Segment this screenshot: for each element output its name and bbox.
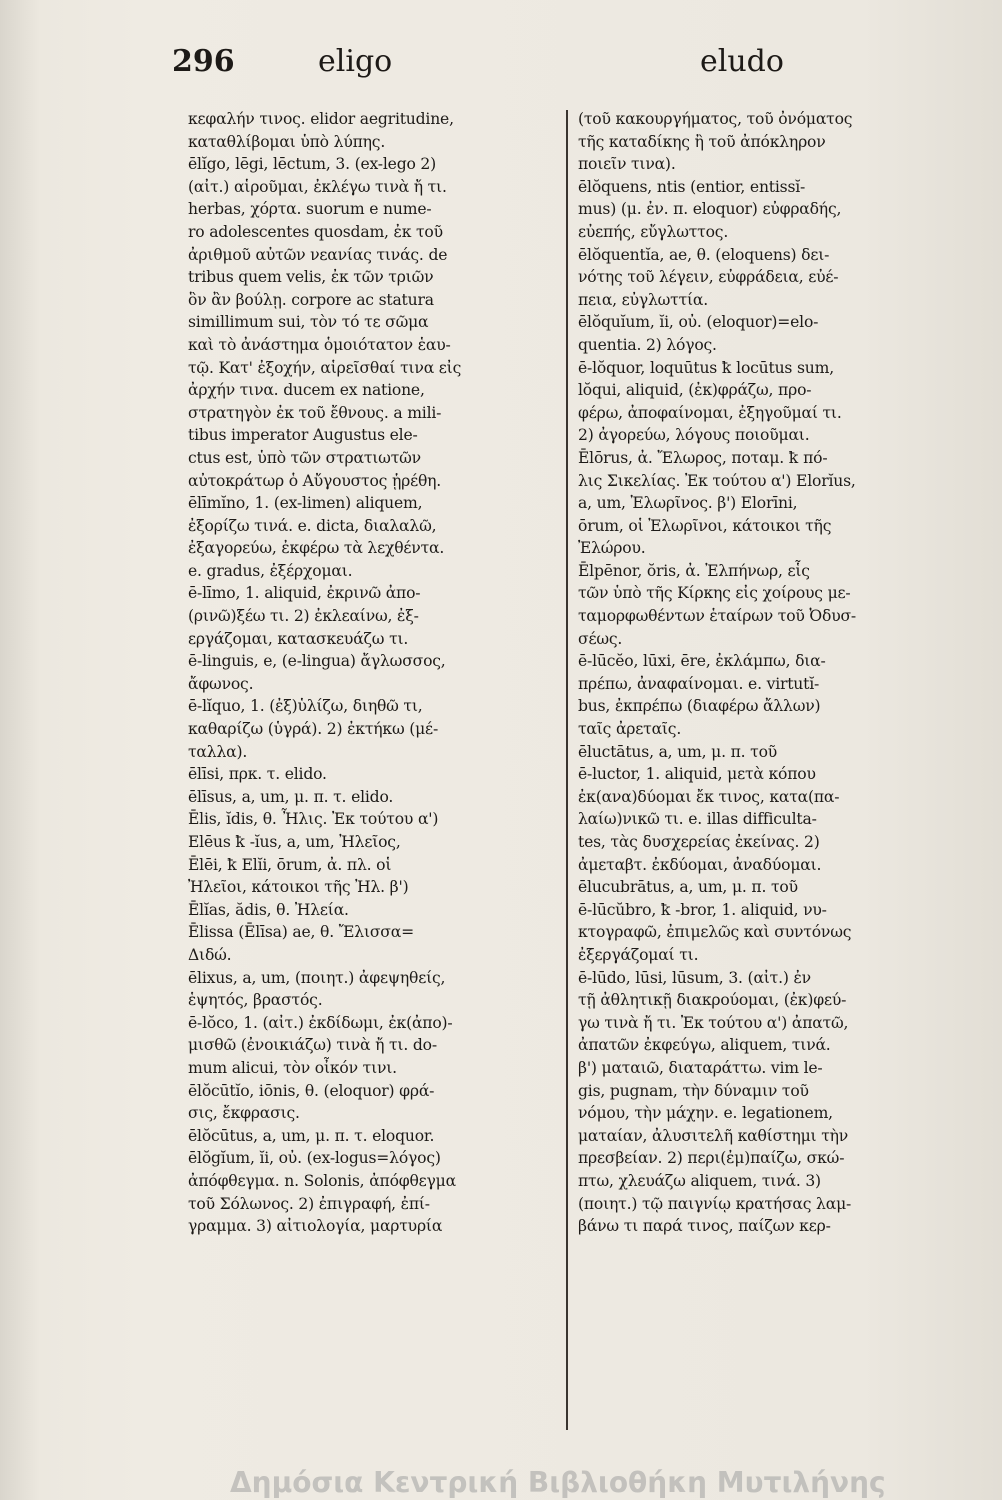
text-line: lŏqui, aliquid, (ἐκ)φράζω, προ- xyxy=(578,381,812,400)
text-line: (αἰτ.) αἱροῦμαι, ἐκλέγω τινὰ ἤ τι. xyxy=(188,177,447,196)
text-line: καὶ τὸ ἀνάστημα ὁμοιότατον ἑαυ- xyxy=(188,335,451,354)
text-line: 2) ἀγορεύω, λόγους ποιοῦμαι. xyxy=(578,426,810,445)
text-line: ctus est, ὑπὸ τῶν στρατιωτῶν xyxy=(188,448,421,467)
text-line: ματαίαν, ἀλυσιτελῆ καθίστημι τὴν xyxy=(578,1126,849,1145)
text-line: ἀμεταβτ. ἐκδύομαι, ἀναδύομαι. xyxy=(578,855,822,874)
text-line: πρέπω, ἀναφαίνομαι. e. virtutĭ- xyxy=(578,674,820,693)
text-line: ēlŏgĭum, ĭi, οὐ. (ex-logus=λόγος) xyxy=(188,1149,441,1168)
text-line: Ēlēi, ꝁ Elĭi, ōrum, ἀ. πλ. οἱ xyxy=(188,855,392,874)
text-line: ē-lūcĕo, lūxi, ēre, ἐκλάμπω, δια- xyxy=(578,652,826,671)
text-line: εὐεπής, εὔγλωττος. xyxy=(578,222,729,241)
text-line: simillimum sui, τὸν τό τε σῶμα xyxy=(188,313,429,332)
text-line: ēlŏquentĭa, ae, θ. (eloquens) δει- xyxy=(578,245,830,264)
text-line: ēlĭgo, lēgi, lēctum, 3. (ex-lego 2) xyxy=(188,155,437,174)
text-line: ēlŏquens, ntis (entior, entissĭ- xyxy=(578,177,806,196)
text-line: ἄφωνος. xyxy=(188,674,254,693)
text-line: ἑψητός, βραστός. xyxy=(188,991,323,1010)
text-line: πρεσβείαν. 2) περι(ἐμ)παίζω, σκώ- xyxy=(578,1149,845,1168)
text-line: Ἐλώρου. xyxy=(578,539,646,558)
text-line: σέως. xyxy=(578,629,623,648)
text-line: (ποιητ.) τῷ παιγνίῳ κρατήσας λαμ- xyxy=(578,1194,852,1213)
text-line: tibus imperator Augustus ele- xyxy=(188,426,418,445)
text-line: ē-līmo, 1. aliquid, ἐκρινῶ ἀπο- xyxy=(188,584,421,603)
text-line: τῆς καταδίκης ἢ τοῦ ἀπόκληρον xyxy=(578,132,826,151)
text-line: (τοῦ κακουργήματος, τοῦ ὀνόματος xyxy=(578,110,853,128)
text-line: ēlīmĭno, 1. (ex-limen) aliquem, xyxy=(188,494,423,513)
text-line: quentia. 2) λόγος. xyxy=(578,335,717,354)
text-line: ēlixus, a, um, (ποιητ.) ἀφεψηθείς, xyxy=(188,968,446,987)
text-line: γω τινὰ ἤ τι. Ἐκ τούτου α') ἀπατῶ, xyxy=(578,1013,849,1032)
text-line: ἐξαγορεύω, ἐκφέρω τὰ λεχθέντα. xyxy=(188,539,445,558)
text-line: στρατηγὸν ἐκ τοῦ ἔθνους. a mili- xyxy=(188,403,442,422)
text-line: ē-lĭquo, 1. (ἐξ)ὑλίζω, διηθῶ τι, xyxy=(188,697,423,716)
text-line: mum alicui, τὸν οἶκόν τινι. xyxy=(188,1058,397,1077)
text-line: ēlucubrātus, a, um, μ. π. τοῦ xyxy=(578,878,798,897)
text-line: πεια, εὐγλωττία. xyxy=(578,290,709,309)
text-line: mus) (μ. ἐν. π. eloquor) εὐφραδής, xyxy=(578,200,842,219)
text-line: λις Σικελίας. Ἐκ τούτου α') Elorĭus, xyxy=(578,471,856,490)
text-line: μισθῶ (ἐνοικιάζω) τινὰ ἤ τι. do- xyxy=(188,1036,437,1055)
page-number: 296 xyxy=(172,44,235,79)
text-line: ē-linguis, e, (e-lingua) ἄγλωσσος, xyxy=(188,652,446,671)
text-line: β') ματαιῶ, διαταράττω. vim le- xyxy=(578,1058,823,1077)
text-line: ē-lŏco, 1. (αἰτ.) ἐκδίδωμι, ἐκ(ἀπο)- xyxy=(188,1013,453,1032)
text-line: ēlīsi, πρκ. τ. elido. xyxy=(188,765,327,784)
text-line: ēlŏquĭum, ĭi, οὐ. (eloquor)=elo- xyxy=(578,313,819,332)
library-watermark: Δημόσια Κεντρική Βιβλιοθήκη Μυτιλήνης xyxy=(230,1466,886,1499)
text-line: Ἠλεῖοι, κάτοικοι τῆς Ἠλ. β') xyxy=(188,878,409,897)
right-guide-word: eludo xyxy=(700,44,784,79)
text-line: ὃν ἂν βούλῃ. corpore ac statura xyxy=(188,290,434,309)
text-line: ποιεῖν τινα). xyxy=(578,155,676,174)
text-line: gis, pugnam, τὴν δύναμιν τοῦ xyxy=(578,1081,809,1100)
text-line: κτογραφῶ, ἐπιμελῶς καὶ συντόνως xyxy=(578,923,852,942)
text-line: τῶν ὑπὸ τῆς Κίρκης εἰς χοίρους με- xyxy=(578,584,851,603)
text-line: ἐξεργάζομαί τι. xyxy=(578,945,699,964)
text-line: a, um, Ἐλωρῖνος. β') Elorīni, xyxy=(578,494,798,513)
text-line: νόμου, τὴν μάχην. e. legationem, xyxy=(578,1104,833,1123)
text-line: bus, ἐκπρέπω (διαφέρω ἄλλων) xyxy=(578,697,821,716)
text-line: γραμμα. 3) αἰτιολογία, μαρτυρία xyxy=(188,1217,443,1236)
text-line: σις, ἔκφρασις. xyxy=(188,1104,300,1123)
text-line: νότης τοῦ λέγειν, εὐφράδεια, εὐέ- xyxy=(578,268,839,287)
text-line: ēluctātus, a, um, μ. π. τοῦ xyxy=(578,742,778,761)
text-line: ἐξορίζω τινά. e. dicta, διαλαλῶ, xyxy=(188,516,437,535)
text-line: βάνω τι παρά τινος, παίζων κερ- xyxy=(578,1217,831,1236)
text-line: herbas, χόρτα. suorum e nume- xyxy=(188,200,432,219)
text-line: τοῦ Σόλωνος. 2) ἐπιγραφή, ἐπί- xyxy=(188,1194,430,1213)
text-line: Ēlpēnor, ŏris, ἀ. Ἐλπήνωρ, εἷς xyxy=(578,561,810,580)
text-line: ōrum, οἱ Ἐλωρῖνοι, κάτοικοι τῆς xyxy=(578,516,832,535)
text-line: ταλλα). xyxy=(188,742,248,761)
text-line: ro adolescentes quosdam, ἐκ τοῦ xyxy=(188,222,443,241)
text-line: ē-lŏquor, loquūtus ꝁ locūtus sum, xyxy=(578,358,834,377)
text-line: ἀπατῶν ἐκφεύγω, aliquem, τινά. xyxy=(578,1036,831,1055)
text-line: ταμορφωθέντων ἑταίρων τοῦ Ὀδυσ- xyxy=(578,607,856,626)
text-line: ēlŏcūtĭo, iōnis, θ. (eloquor) φρά- xyxy=(188,1081,435,1100)
text-line: ταῖς ἀρεταῖς. xyxy=(578,720,682,739)
text-line: tes, τὰς δυσχερείας ἐκείνας. 2) xyxy=(578,833,820,851)
text-line: ēlīsus, a, um, μ. π. τ. elido. xyxy=(188,787,394,806)
text-line: Ēlissa (Ēlīsa) ae, θ. Ἔλισσα= xyxy=(188,923,414,942)
text-line: κεφαλήν τινος. elidor aegritudine, xyxy=(188,110,454,128)
text-line: Ēlĭas, ădis, θ. Ἠλεία. xyxy=(188,900,349,919)
left-guide-word: eligo xyxy=(318,44,393,79)
text-line: ē-lūcŭbro, ꝁ -bror, 1. aliquid, νυ- xyxy=(578,900,827,919)
text-line: φέρω, ἀποφαίνομαι, ἐξηγοῦμαί τι. xyxy=(578,403,842,422)
text-line: λαίω)νικῶ τι. e. illas difficulta- xyxy=(578,810,817,829)
text-line: Διδώ. xyxy=(188,945,232,964)
text-line: εργάζομαι, κατασκευάζω τι. xyxy=(188,629,409,648)
text-line: καταθλίβομαι ὑπὸ λύπης. xyxy=(188,132,386,151)
text-line: tribus quem velis, ἐκ τῶν τριῶν xyxy=(188,268,434,287)
text-line: ἐκ(ανα)δύομαι ἔκ τινος, κατα(πα- xyxy=(578,787,840,806)
right-column xyxy=(578,108,954,1238)
text-line: καθαρίζω (ὑγρά). 2) ἐκτήκω (μέ- xyxy=(188,720,439,739)
text-line: ἀριθμοῦ αὐτῶν νεανίας τινάς. de xyxy=(188,245,448,264)
text-line: Ēlis, ĭdis, θ. Ἦλις. Ἐκ τούτου α') xyxy=(188,810,439,829)
text-line: τῇ ἀθλητικῇ διακρούομαι, (ἐκ)φεύ- xyxy=(578,991,847,1010)
text-line: ἀρχήν τινα. ducem ex natione, xyxy=(188,381,425,400)
text-line: Ēlōrus, ἀ. Ἔλωρος, ποταμ. ꝁ πό- xyxy=(578,448,828,467)
text-line: ē-lūdo, lūsi, lūsum, 3. (αἰτ.) ἐν xyxy=(578,968,811,987)
column-divider xyxy=(566,110,568,1430)
text-line: πτω, χλευάζω aliquem, τινά. 3) xyxy=(578,1171,821,1190)
text-line: e. gradus, ἐξέρχομαι. xyxy=(188,561,353,580)
text-line: (ρινῶ)ξέω τι. 2) ἐκλεαίνω, ἐξ- xyxy=(188,607,419,626)
left-column xyxy=(188,108,564,1238)
text-line: τῷ. Κατ' ἐξοχήν, αἱρεῖσθαί τινα εἰς xyxy=(188,358,462,377)
text-line: ē-luctor, 1. aliquid, μετὰ κόπου xyxy=(578,765,816,784)
text-line: αὐτοκράτωρ ὁ Αὔγουστος ᾑρέθη. xyxy=(188,471,442,490)
text-line: ἀπόφθεγμα. n. Solonis, ἀπόφθεγμα xyxy=(188,1171,456,1190)
running-head xyxy=(0,44,1002,96)
text-line: Elēus ꝁ -ĭus, a, um, Ἠλεῖος, xyxy=(188,833,401,851)
text-line: ēlŏcūtus, a, um, μ. π. τ. eloquor. xyxy=(188,1126,435,1145)
